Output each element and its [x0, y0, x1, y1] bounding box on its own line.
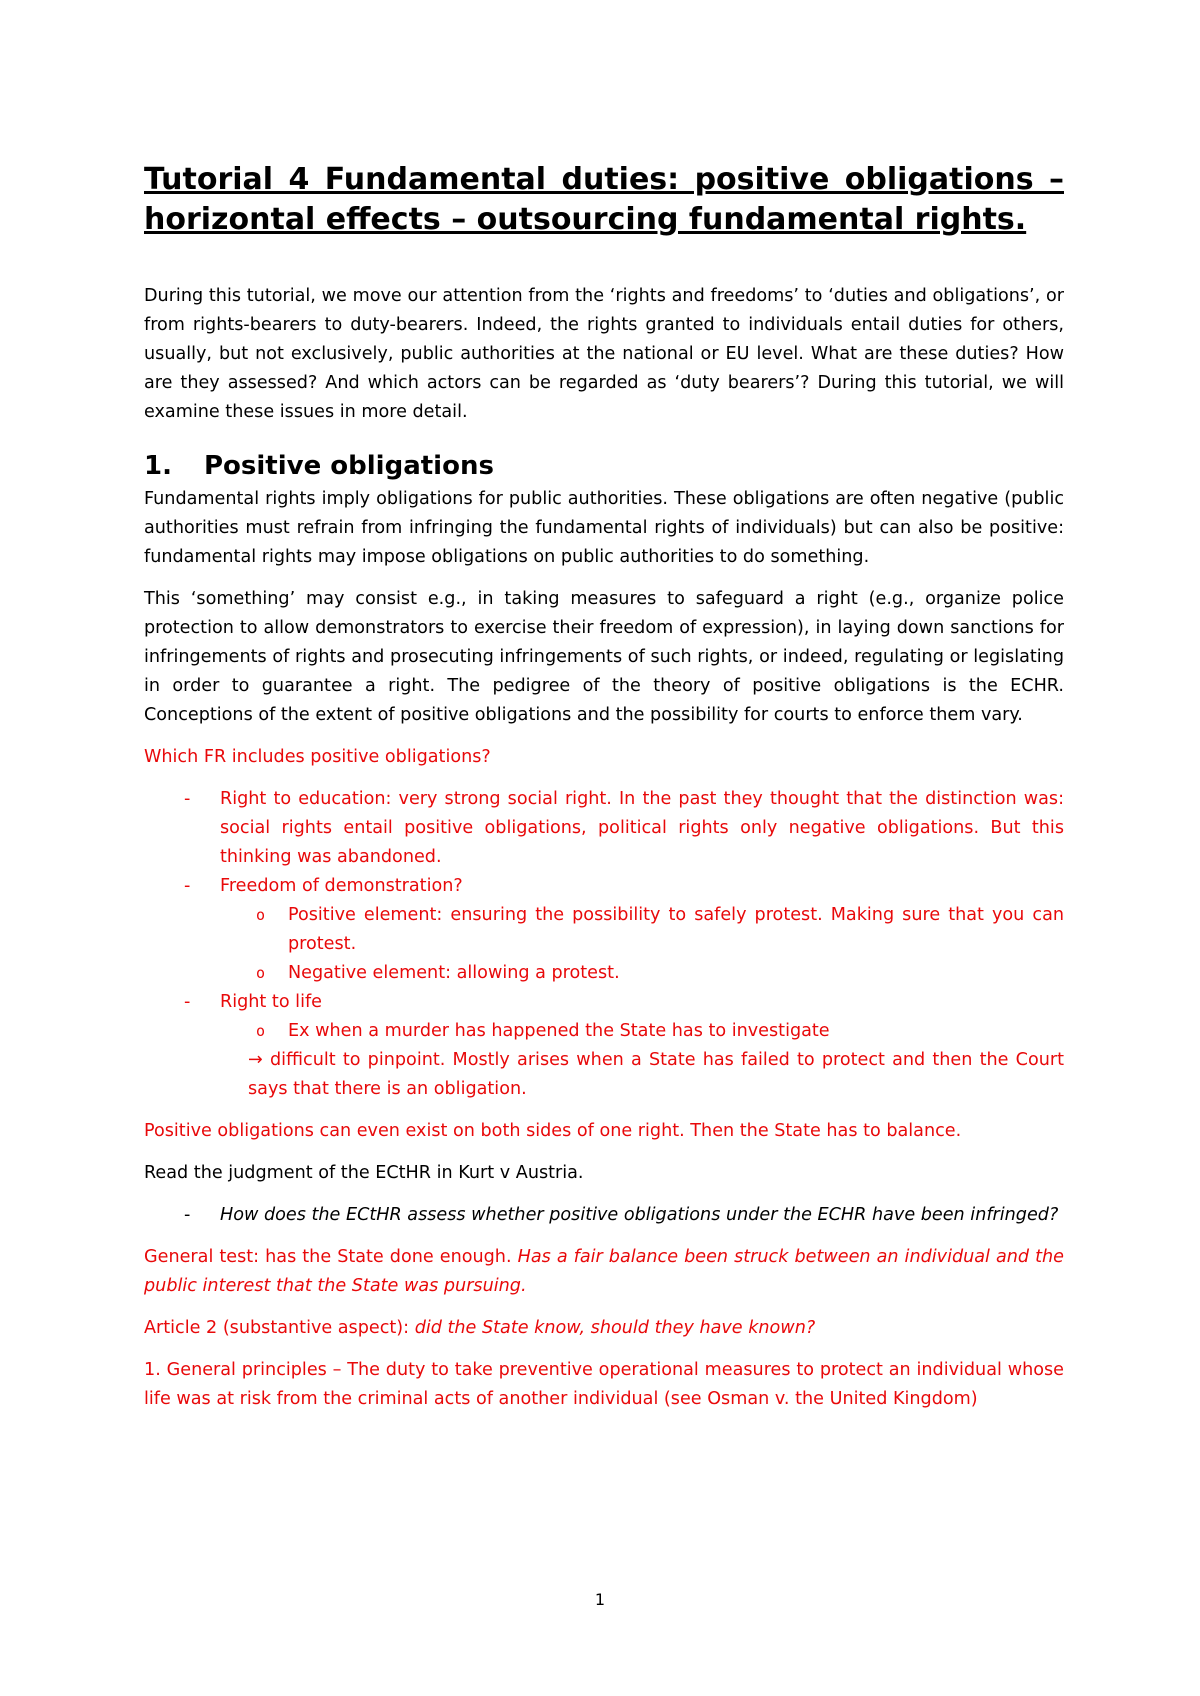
list-item-negative-element: Negative element: allowing a protest. — [288, 963, 620, 983]
dash-bullet: - — [184, 1205, 191, 1225]
list-item — [144, 901, 1064, 959]
list-item — [144, 959, 1064, 988]
circle-bullet: o — [256, 964, 266, 982]
paragraph-obligations: Fundamental rights imply obligations for public authorities. These obligations are often negative (public authorities must refrain from infringing the fundamental rights of individuals) but can also be positive: fundamental rights may impose obligations on public authorities to do something. — [144, 489, 1064, 567]
fr-list — [144, 785, 1064, 1104]
question-how-assess: How does the ECtHR assess whether positive obligations under the ECHR have been infringed? — [220, 1205, 1059, 1225]
paragraph-something: This ‘something’ may consist e.g., in taking measures to safeguard a right (e.g., organize police protection to allow demonstrators to exercise their freedom of expression), in laying down sanctions for infringements of rights and prosecuting infringements of such rights, or indeed, regulating or legislating in order to guarantee a right. The pedigree of the theory of positive obligations is the ECHR. Conceptions of the extent of positive obligations and the possibility for courts to enforce them vary. — [144, 589, 1064, 725]
list-item-demonstration: Freedom of demonstration? — [220, 876, 463, 896]
article2-label: Article 2 (substantive aspect): — [144, 1318, 415, 1338]
question-which-fr: Which FR includes positive obligations? — [144, 747, 491, 767]
list-item-murder: Ex when a murder has happened the State has to investigate — [288, 1021, 830, 1041]
page-number: 1 — [594, 1590, 606, 1609]
list-item — [144, 1201, 1064, 1230]
circle-bullet: o — [256, 906, 266, 924]
general-test-label: General test: has the State done enough. — [144, 1247, 518, 1267]
list-item — [144, 988, 1064, 1017]
list-item — [144, 785, 1064, 872]
dash-bullet: - — [184, 876, 191, 896]
list-item-life: Right to life — [220, 992, 322, 1012]
dash-bullet: - — [184, 789, 191, 809]
circle-bullet: o — [256, 1022, 266, 1040]
arrow-note-text: difficult to pinpoint. Mostly arises when a State has failed to protect and then the Court says that there is an obligation. — [248, 1050, 1064, 1099]
arrow-right-icon: → — [248, 1050, 263, 1070]
list-item — [144, 872, 1064, 901]
list-item-positive-element: Positive element: ensuring the possibility to safely protest. Making sure that you can protest. — [288, 905, 1064, 954]
section-title: Positive obligations — [204, 451, 494, 481]
section-number: 1. — [144, 451, 172, 481]
paragraph-read-judgment: Read the judgment of the ECtHR in Kurt v Austria. — [144, 1163, 584, 1183]
list-item-education: Right to education: very strong social right. In the past they thought that the distinction was: social rights entail positive obligations, political rights only negative obligations. But this thinking was abandoned. — [220, 789, 1064, 867]
question-list — [144, 1201, 1064, 1230]
arrow-note — [144, 1046, 1064, 1104]
general-test-italic: Has a fair balance been struck between an individual and the public interest that the State was pursuing. — [144, 1247, 1064, 1296]
paragraph-both-sides: Positive obligations can even exist on both sides of one right. Then the State has to balance. — [144, 1121, 962, 1141]
intro-paragraph: During this tutorial, we move our attention from the ‘rights and freedoms’ to ‘duties and obligations’, or from rights-bearers to duty-bearers. Indeed, the rights granted to individuals entail duties for others, usually, but not exclusively, public authorities at the national or EU level. What are these duties? How are they assessed? And which actors can be regarded as ‘duty bearers’? During this tutorial, we will examine these issues in more detail. — [144, 286, 1064, 422]
section-heading — [144, 449, 1064, 483]
list-item — [144, 1017, 1064, 1046]
document-title: Tutorial 4 Fundamental duties: positive obligations – horizontal effects – outsourcing fundamental rights. — [144, 162, 1064, 237]
paragraph-general-test — [144, 1243, 1064, 1301]
article2-italic: did the State know, should they have known? — [414, 1318, 816, 1338]
dash-bullet: - — [184, 992, 191, 1012]
paragraph-article-2 — [144, 1314, 1064, 1343]
paragraph-general-principles: 1. General principles – The duty to take preventive operational measures to protect an individual whose life was at risk from the criminal acts of another individual (see Osman v. the United Kingdom) — [144, 1360, 1064, 1409]
